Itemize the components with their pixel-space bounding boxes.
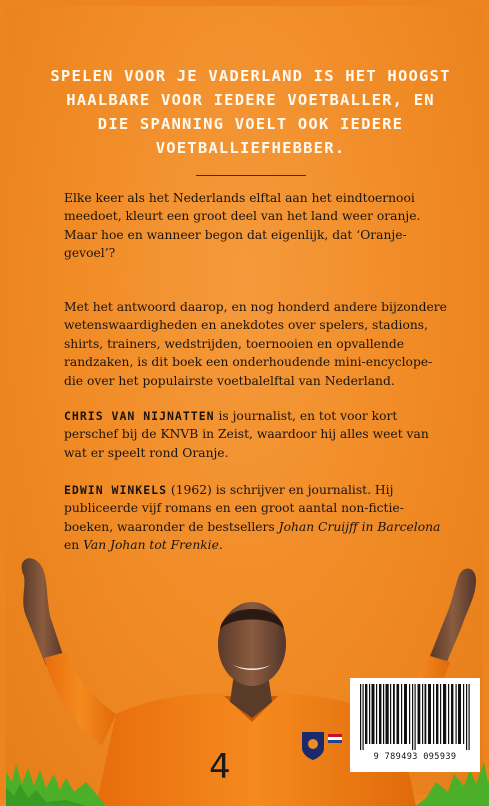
author-bio-edwin bbox=[64, 481, 449, 555]
author-bio-edwin-text-1: (1962) is schrijver en journalist. Hij publiceerde vijf romans en een groot aantal non-fictie-boeken, waaronder de bestsellers bbox=[64, 483, 404, 534]
book-title-2: Van Johan tot Frenkie bbox=[83, 538, 219, 553]
author-bio-edwin-text-2: en bbox=[64, 538, 84, 553]
author-bio-chris bbox=[64, 407, 449, 462]
shirt-number: 4 bbox=[209, 747, 231, 787]
barcode-box bbox=[350, 678, 480, 772]
intro-paragraph: Elke keer als het Nederlands elftal aan het eindtoernooi meedoet, kleurt een groot deel van het land weer oranje. Maar hoe en wanneer begon dat eigenlijk, dat ‘Oranje-gevoel’? bbox=[64, 191, 421, 261]
description-paragraph: Met het antwoord daarop, en nog honderd andere bijzondere wetenswaardigheden en anekdotes over spelers, stadions, shirts, trainers, wedstrijden, toernooien en opvallende randzaken, is dit boek een onderhoudende mini-encyclope-die over het populairste voetbalelftal van Nederland. bbox=[64, 300, 447, 388]
author-bio-chris-text: is journalist, en tot voor kort perschef bij de KNVB in Zeist, waardoor hij alles weet van wat er speelt rond Oranje. bbox=[64, 409, 429, 460]
barcode-icon bbox=[358, 684, 472, 750]
author-bio-edwin-text-3: . bbox=[218, 538, 223, 553]
headline: SPELEN VOOR JE VADERLAND IS HET HOOGST HAALBARE VOOR IEDERE VOETBALLER, EN DIE SPANNING VOELT OOK IEDERE VOETBALLIEFHEBBER. bbox=[50, 67, 451, 157]
divider bbox=[196, 175, 306, 176]
author-name-chris: CHRIS VAN NIJNATTEN bbox=[64, 409, 215, 423]
author-name-edwin: EDWIN WINKELS bbox=[64, 483, 168, 497]
isbn-number: 9 789493 095939 bbox=[373, 752, 457, 762]
book-title-1: Johan Cruijff in Barcelona bbox=[278, 519, 441, 534]
